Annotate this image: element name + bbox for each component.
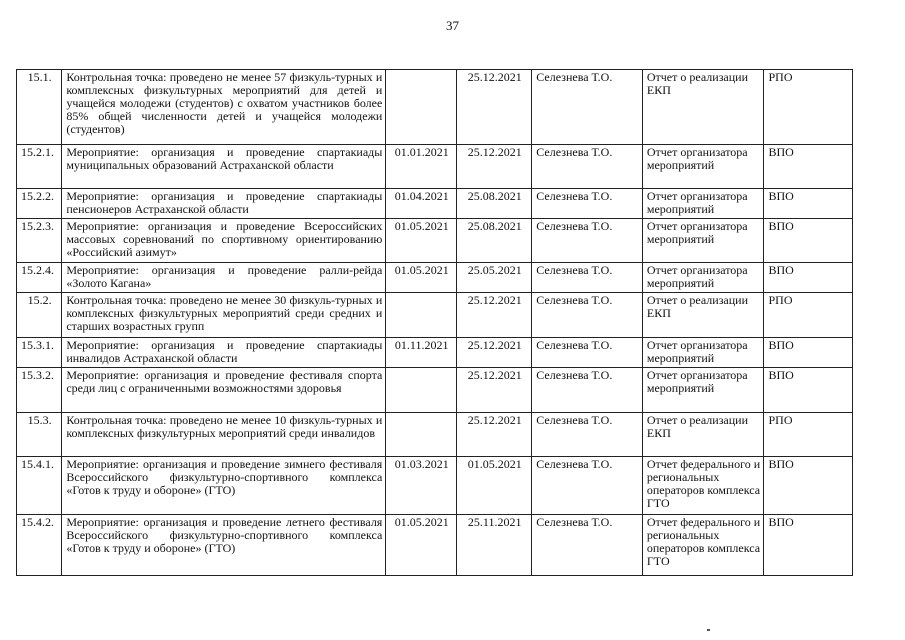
item-description: Мероприятие: организация и проведение зимнего фестиваля Всероссийского физкультурно-спортивного комплекса «Готов к труду и обороне» (ГТО)	[62, 457, 386, 515]
control-level: ВПО	[764, 338, 853, 368]
table-row	[17, 368, 853, 413]
item-number: 15.3.2.	[17, 368, 62, 413]
end-date: 25.12.2021	[457, 145, 532, 189]
item-description: Мероприятие: организация и проведение ралли-рейда «Золото Кагана»	[62, 263, 386, 293]
table-row	[17, 70, 853, 145]
scan-mark	[707, 629, 710, 631]
report-document: Отчет организатора мероприятий	[642, 219, 764, 263]
item-description: Мероприятие: организация и проведение Всероссийских массовых соревнований по спортивному ориентированию «Российский азимут»	[62, 219, 386, 263]
item-number: 15.2.2.	[17, 189, 62, 219]
table-row	[17, 263, 853, 293]
end-date: 25.05.2021	[457, 263, 532, 293]
report-document: Отчет федерального и региональных операторов комплекса ГТО	[642, 515, 764, 576]
item-description: Мероприятие: организация и проведение фестиваля спорта среди лиц с ограниченными возможностями здоровья	[62, 368, 386, 413]
responsible-person: Селезнева Т.О.	[532, 515, 643, 576]
control-level: ВПО	[764, 263, 853, 293]
responsible-person: Селезнева Т.О.	[532, 413, 643, 457]
item-number: 15.3.1.	[17, 338, 62, 368]
item-number: 15.2.3.	[17, 219, 62, 263]
responsible-person: Селезнева Т.О.	[532, 145, 643, 189]
end-date: 25.12.2021	[457, 70, 532, 145]
item-description: Мероприятие: организация и проведение спартакиады пенсионеров Астраханской области	[62, 189, 386, 219]
control-level: РПО	[764, 70, 853, 145]
control-level: РПО	[764, 413, 853, 457]
end-date: 25.11.2021	[457, 515, 532, 576]
report-document: Отчет о реализации ЕКП	[642, 293, 764, 338]
responsible-person: Селезнева Т.О.	[532, 338, 643, 368]
control-level: ВПО	[764, 515, 853, 576]
item-description: Мероприятие: организация и проведение летнего фестиваля Всероссийского физкультурно-спортивного комплекса «Готов к труду и обороне» (ГТО)	[62, 515, 386, 576]
control-level: ВПО	[764, 368, 853, 413]
start-date: 01.01.2021	[386, 145, 457, 189]
start-date: 01.05.2021	[386, 515, 457, 576]
item-number: 15.2.4.	[17, 263, 62, 293]
end-date: 25.12.2021	[457, 293, 532, 338]
start-date: 01.03.2021	[386, 457, 457, 515]
item-number: 15.4.1.	[17, 457, 62, 515]
item-number: 15.4.2.	[17, 515, 62, 576]
control-level: РПО	[764, 293, 853, 338]
control-level: ВПО	[764, 219, 853, 263]
report-document: Отчет о реализации ЕКП	[642, 413, 764, 457]
table-row	[17, 219, 853, 263]
end-date: 01.05.2021	[457, 457, 532, 515]
table-row	[17, 145, 853, 189]
item-number: 15.1.	[17, 70, 62, 145]
responsible-person: Селезнева Т.О.	[532, 189, 643, 219]
start-date	[386, 293, 457, 338]
report-document: Отчет организатора мероприятий	[642, 145, 764, 189]
item-description: Мероприятие: организация и проведение спартакиады инвалидов Астраханской области	[62, 338, 386, 368]
control-level: ВПО	[764, 145, 853, 189]
responsible-person: Селезнева Т.О.	[532, 219, 643, 263]
end-date: 25.12.2021	[457, 368, 532, 413]
table-row	[17, 338, 853, 368]
start-date	[386, 70, 457, 145]
control-level: ВПО	[764, 457, 853, 515]
responsible-person: Селезнева Т.О.	[532, 263, 643, 293]
report-document: Отчет организатора мероприятий	[642, 189, 764, 219]
table-row	[17, 189, 853, 219]
plan-table	[16, 69, 853, 576]
table-row	[17, 457, 853, 515]
item-description: Мероприятие: организация и проведение спартакиады муниципальных образований Астраханской области	[62, 145, 386, 189]
item-number: 15.3.	[17, 413, 62, 457]
item-number: 15.2.1.	[17, 145, 62, 189]
report-document: Отчет федерального и региональных операторов комплекса ГТО	[642, 457, 764, 515]
item-description: Контрольная точка: проведено не менее 57 физкуль-турных и комплексных физкультурных мероприятий для детей и учащейся молодежи (студентов) с охватом участников более 85% общей численности детей и учащейся молодежи (студентов)	[62, 70, 386, 145]
report-document: Отчет организатора мероприятий	[642, 368, 764, 413]
control-level: ВПО	[764, 189, 853, 219]
table-row	[17, 413, 853, 457]
end-date: 25.12.2021	[457, 338, 532, 368]
responsible-person: Селезнева Т.О.	[532, 70, 643, 145]
plan-table-body	[17, 70, 853, 576]
page-number: 37	[446, 18, 459, 33]
end-date: 25.08.2021	[457, 189, 532, 219]
responsible-person: Селезнева Т.О.	[532, 293, 643, 338]
item-number: 15.2.	[17, 293, 62, 338]
start-date: 01.05.2021	[386, 263, 457, 293]
item-description: Контрольная точка: проведено не менее 30 физкуль-турных и комплексных физкультурных мероприятий среди средних и старших возрастных групп	[62, 293, 386, 338]
item-description: Контрольная точка: проведено не менее 10 физкуль-турных и комплексных физкультурных мероприятий среди инвалидов	[62, 413, 386, 457]
start-date: 01.04.2021	[386, 189, 457, 219]
end-date: 25.12.2021	[457, 413, 532, 457]
start-date	[386, 413, 457, 457]
table-row	[17, 515, 853, 576]
responsible-person: Селезнева Т.О.	[532, 368, 643, 413]
report-document: Отчет организатора мероприятий	[642, 338, 764, 368]
start-date: 01.05.2021	[386, 219, 457, 263]
table-row	[17, 293, 853, 338]
start-date	[386, 368, 457, 413]
end-date: 25.08.2021	[457, 219, 532, 263]
responsible-person: Селезнева Т.О.	[532, 457, 643, 515]
report-document: Отчет о реализации ЕКП	[642, 70, 764, 145]
start-date: 01.11.2021	[386, 338, 457, 368]
report-document: Отчет организатора мероприятий	[642, 263, 764, 293]
